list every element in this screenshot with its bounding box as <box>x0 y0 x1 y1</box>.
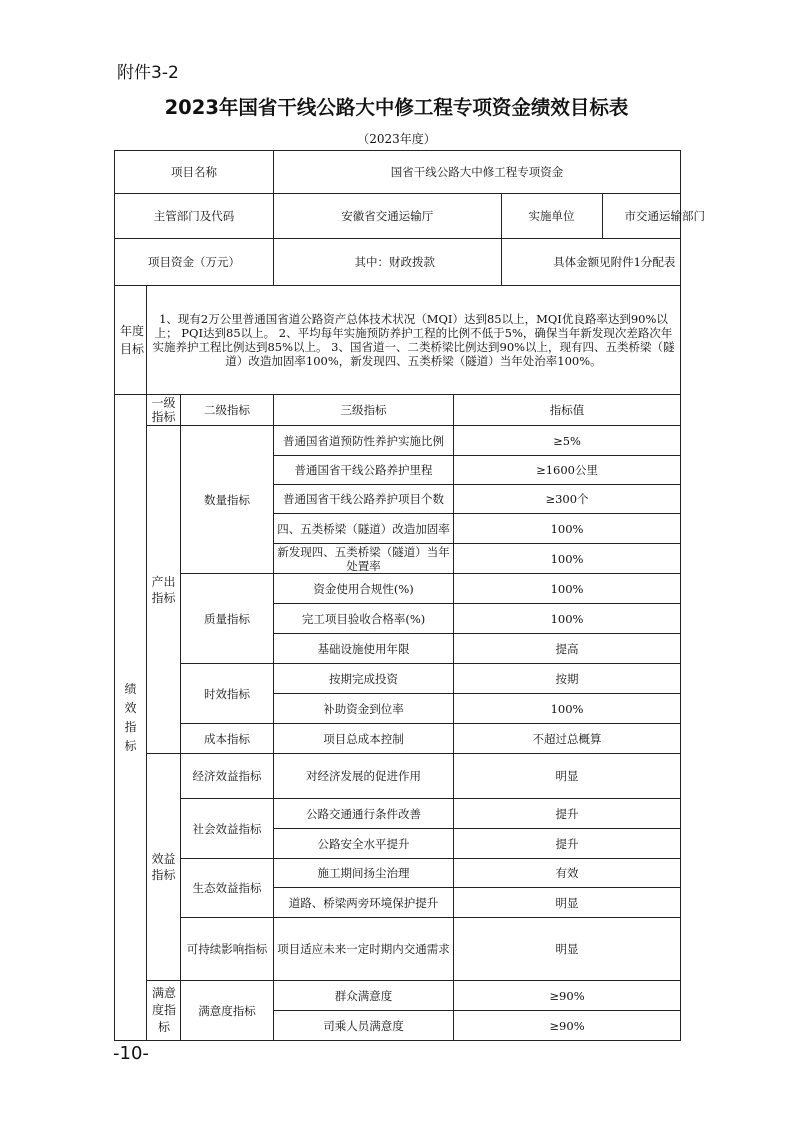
header-value: 指标值 <box>454 395 681 426</box>
output-label: 产出指标 <box>147 426 181 754</box>
indicator-value: ≥5% <box>454 426 681 456</box>
dept-value: 安徽省交通运输厅 <box>274 194 501 238</box>
indicator-name: 普通国省干线公路养护里程 <box>274 456 454 485</box>
project-name-label: 项目名称 <box>115 151 274 194</box>
table-row <box>115 981 681 1011</box>
performance-table <box>114 150 706 1041</box>
unit-value: 市交通运输部门 <box>624 209 706 223</box>
goal-text: 1、现有2万公里普通国省道公路资产总体技术状况（MQI）达到85以上，MQI优良路率达到90%以上； PQI达到85以上。 2、平均每年实施预防养护工程的比例不低于5%，确保当年新发现次差路次年实施养护工程比例达到85%以上。 3、国省道一、二类桥梁比例达到90%以上，现有四、五类桥梁（隧道）改造加固率100%，新发现四、五类桥梁（隧道）当年处治率100%。 <box>147 286 681 395</box>
indicator-value: 不超过总概算 <box>454 724 681 754</box>
indicator-name: 群众满意度 <box>274 981 454 1011</box>
project-name-value: 国省干线公路大中修工程专项资金 <box>274 151 681 194</box>
page-number: -10- <box>113 1043 149 1064</box>
indicator-value: 100% <box>454 544 681 574</box>
indicator-name: 四、五类桥梁（隧道）改造加固率 <box>274 514 454 544</box>
indicator-value: 100% <box>454 574 681 604</box>
dept-label: 主管部门及代码 <box>115 194 274 239</box>
quantity-label: 数量指标 <box>181 426 274 574</box>
satisfaction-label: 满意度指标 <box>147 981 181 1041</box>
header-level1: 一级指标 <box>147 395 181 426</box>
fund-label: 项目资金（万元） <box>115 239 274 286</box>
project-name-row <box>115 151 681 194</box>
economic-label: 经济效益指标 <box>181 754 274 799</box>
indicator-value: 100% <box>454 604 681 634</box>
indicator-value: 明显 <box>454 888 681 918</box>
fund-row <box>115 239 681 286</box>
indicator-name: 按期完成投资 <box>274 664 454 694</box>
indicator-value: 提升 <box>454 799 681 829</box>
indicator-value: 100% <box>454 514 681 544</box>
table-row <box>115 799 681 829</box>
year-label: （2023年度） <box>357 132 436 146</box>
header-row <box>115 395 681 426</box>
goal-row <box>115 286 681 395</box>
fund-note: 具体金额见附件1分配表 <box>553 255 676 269</box>
table-row <box>115 754 681 799</box>
indicator-name: 对经济发展的促进作用 <box>274 754 454 799</box>
table-row <box>115 574 681 604</box>
indicator-value: 提升 <box>454 829 681 859</box>
goal-label: 年度目标 <box>115 286 147 395</box>
page-title: 2023年国省干线公路大中修工程专项资金绩效目标表 <box>164 96 629 119</box>
cost-label: 成本指标 <box>181 724 274 754</box>
indicator-name: 项目总成本控制 <box>274 724 454 754</box>
indicator-value: ≥1600公里 <box>454 456 681 485</box>
header-level3: 三级指标 <box>274 395 454 426</box>
indicator-value: 明显 <box>454 918 681 981</box>
indicator-name: 补助资金到位率 <box>274 694 454 724</box>
indicator-value: ≥90% <box>454 981 681 1011</box>
indicator-name: 项目适应未来一定时期内交通需求 <box>274 918 454 981</box>
table-row <box>115 859 681 888</box>
table-row <box>115 426 681 456</box>
indicator-value: ≥90% <box>454 1011 681 1041</box>
benefit-label: 效益指标 <box>147 754 181 981</box>
indicator-name: 新发现四、五类桥梁（隧道）当年处置率 <box>274 544 454 574</box>
indicator-name: 道路、桥梁两旁环境保护提升 <box>274 888 454 918</box>
header-level2: 二级指标 <box>181 395 274 426</box>
indicator-name: 司乘人员满意度 <box>274 1011 454 1041</box>
unit-label: 实施单位 <box>501 194 602 238</box>
indicator-name: 公路安全水平提升 <box>274 829 454 859</box>
indicator-name: 施工期间扬尘治理 <box>274 859 454 888</box>
social-label: 社会效益指标 <box>181 799 274 859</box>
indicator-name: 公路交通通行条件改善 <box>274 799 454 829</box>
timeliness-label: 时效指标 <box>181 664 274 724</box>
indicator-value: 明显 <box>454 754 681 799</box>
indicator-value: 提高 <box>454 634 681 664</box>
indicator-value: 有效 <box>454 859 681 888</box>
indicator-name: 普通国省道预防性养护实施比例 <box>274 426 454 456</box>
table-row <box>115 918 681 981</box>
attachment-label: 附件3-2 <box>117 63 179 83</box>
table-row <box>115 664 681 694</box>
indicator-name: 基础设施使用年限 <box>274 634 454 664</box>
sustainable-label: 可持续影响指标 <box>181 918 274 981</box>
indicator-value: ≥300个 <box>454 485 681 514</box>
indicator-name: 完工项目验收合格率(%) <box>274 604 454 634</box>
indicator-name: 普通国省干线公路养护项目个数 <box>274 485 454 514</box>
indicator-value: 按期 <box>454 664 681 694</box>
satisfaction-sub-label: 满意度指标 <box>181 981 274 1041</box>
ecological-label: 生态效益指标 <box>181 859 274 918</box>
quality-label: 质量指标 <box>181 574 274 664</box>
fund-detail: 其中：财政拨款 <box>274 239 501 285</box>
indicator-value: 100% <box>454 694 681 724</box>
dept-row <box>115 194 681 239</box>
fund-sub-table <box>274 239 727 285</box>
table-row <box>115 724 681 754</box>
indicator-name: 资金使用合规性(%) <box>274 574 454 604</box>
perf-label: 绩效指标 <box>115 395 147 1041</box>
dept-sub-table <box>274 194 727 238</box>
